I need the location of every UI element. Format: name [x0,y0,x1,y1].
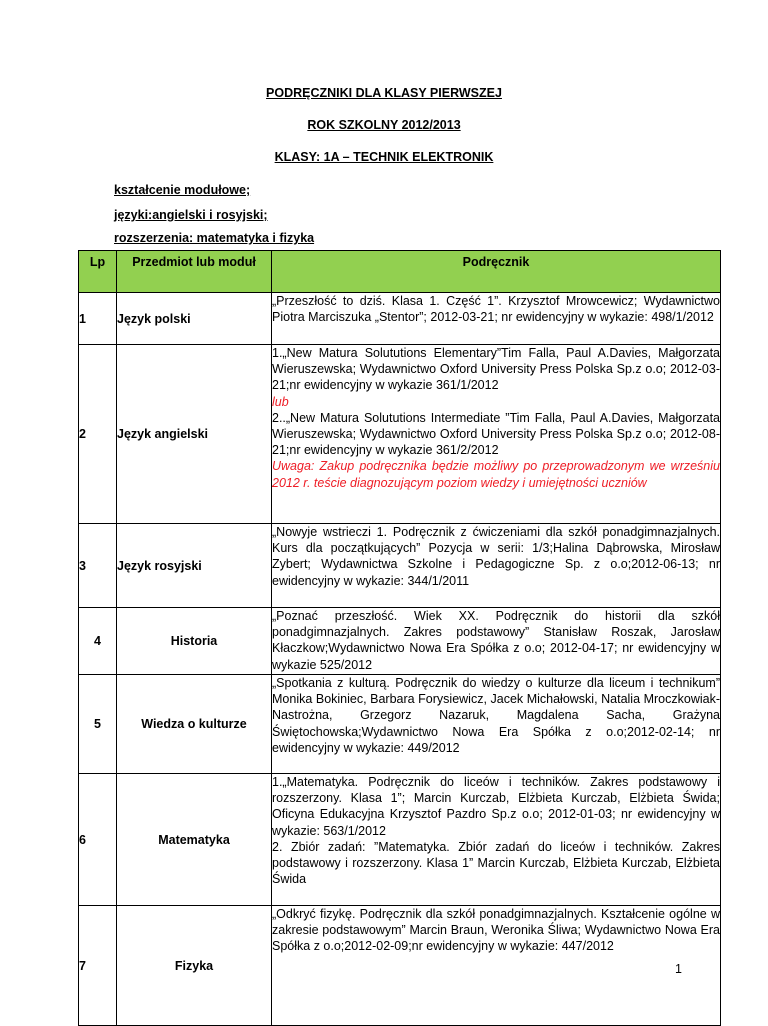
table-row [79,524,721,608]
textbook-text: 2..„New Matura Solututions Intermediate ”Tim Falla, Paul A.Davies, Małgorzata Wieruszewska; Wydawnictwo Oxford University Press Polska Sp.z o.o; 2012-08-21;nr ewidencyjny w wykazie 361/2/2012 [272,410,720,458]
textbook-table [78,250,721,1026]
row-number: 2 [79,345,117,524]
table-header-row [79,251,721,293]
row-number: 5 [79,675,117,774]
row-number: 4 [79,608,117,675]
textbook-text: 1.„Matematyka. Podręcznik do liceów i techników. Zakres podstawowy i rozszerzony. Klasa 1”; Marcin Kurczab, Elżbieta Kurczab, Elżbieta Świda; Oficyna Edukacyjna Krzysztof Pazdro Sp.z o.o; 2012-01-03; nr ewidencyjny w wykazie: 563/1/2012 [272,775,720,838]
purchase-warning: Uwaga: Zakup podręcznika będzie możliwy po przeprowadzonym we wrześniu 2012 r. teście diagnozującym poziom wiedzy i umiejętności uczniów [272,459,720,490]
row-number: 7 [79,906,117,1026]
textbook-entry [272,524,721,608]
textbook-text: „Odkryć fizykę. Podręcznik dla szkół ponadgimnazjalnych. Kształcenie ogólne w zakresie podstawowym” Marcin Braun, Weronika Śliwa; Wydawnictwo Nowa Era Spółka z o.o;2012-02-09;nr ewidencyjny w wykazie: 447/2012 [272,907,720,954]
subject-name: Język angielski [117,345,272,524]
school-year: ROK SZKOLNY 2012/2013 [307,118,461,132]
page-number: 1 [675,962,682,976]
textbook-text: „Nowyje wstrieczi 1. Podręcznik z ćwiczeniami dla szkół ponadgimnazjalnych. Kurs dla początkujących” Pozycja w serii: 1/3;Halina Dąbrowska, Mirosław Zybert; Wydawnictwa Szkolne i Pedagogiczne Sp. z o.o;2012-06-13; nr ewidencyjny w wykazie: 344/1/2011 [272,525,720,588]
column-header-lp: Lp [79,251,117,293]
textbook-entry [272,293,721,345]
table-row [79,345,721,524]
row-number: 1 [79,293,117,345]
textbook-text: „Przeszłość to dziś. Klasa 1. Część 1”. Krzysztof Mrowcewicz; Wydawnictwo Piotra Marciszuka „Stentor”; 2012-03-21; nr ewidencyjny w wykazie: 498/1/2012 [272,294,720,325]
subject-name: Historia [117,608,272,675]
table-row [79,293,721,345]
table-row [79,774,721,906]
column-header-book: Podręcznik [272,251,721,293]
textbook-entry [272,675,721,774]
textbook-entry [272,345,721,524]
textbook-entry [272,906,721,1026]
textbook-text: 2. Zbiór zadań: ”Matematyka. Zbiór zadań do liceów i techników. Zakres podstawowy i rozszerzony. Klasa 1” Marcin Kurczab, Elżbieta Kurczab, Elżbieta Świda [272,839,720,887]
table-row [79,608,721,675]
subject-name: Język polski [117,293,272,345]
textbook-entry [272,608,721,675]
subject-name: Język rosyjski [117,524,272,608]
textbook-text: „Spotkania z kulturą. Podręcznik do wiedzy o kulturze dla liceum i technikum” Monika Bokiniec, Barbara Forysiewicz, Jacek Michałowski, Natalia Mroczkowiak-Nastrożna, Grzegorz Nazaruk, Magdalena Sacha, Grażyna Świętochowska;Wydawnictwo Nowa Era Spółka z o.o;2012-02-14; nr ewidencyjny w wykazie: 449/2012 [272,676,720,755]
alternative-marker: lub [272,394,289,409]
table-row [79,906,721,1026]
subject-name: Wiedza o kulturze [117,675,272,774]
column-header-subject: Przedmiot lub moduł [117,251,272,293]
row-number: 6 [79,774,117,906]
subject-name: Fizyka [117,906,272,1026]
subject-name: Matematyka [117,774,272,906]
document-title: PODRĘCZNIKI DLA KLASY PIERWSZEJ [266,86,502,100]
education-type: kształcenie modułowe; [114,183,251,197]
textbook-text: „Poznać przeszłość. Wiek XX. Podręcznik do historii dla szkół ponadgimnazjalnych. Zakres podstawowy” Stanisław Roszak, Jarosław Kłaczkow;Wydawnictwo Nowa Era Spółka z o.o; 2012-04-17; nr ewidencyjny w wykazie 525/2012 [272,609,720,672]
languages-note: języki:angielski i rosyjski; [114,208,268,222]
table-row [79,675,721,774]
classes-heading: KLASY: 1A – TECHNIK ELEKTRONIK [274,150,494,164]
textbook-text: 1.„New Matura Solututions Elementary”Tim Falla, Paul A.Davies, Małgorzata Wieruszewska; Wydawnictwo Oxford University Press Polska Sp.z o.o; 2012-03-21;nr ewidencyjny w wykazie 361/1/2012 [272,346,720,393]
row-number: 3 [79,524,117,608]
extensions-note: rozszerzenia: matematyka i fizyka [114,231,315,245]
textbook-entry [272,774,721,906]
